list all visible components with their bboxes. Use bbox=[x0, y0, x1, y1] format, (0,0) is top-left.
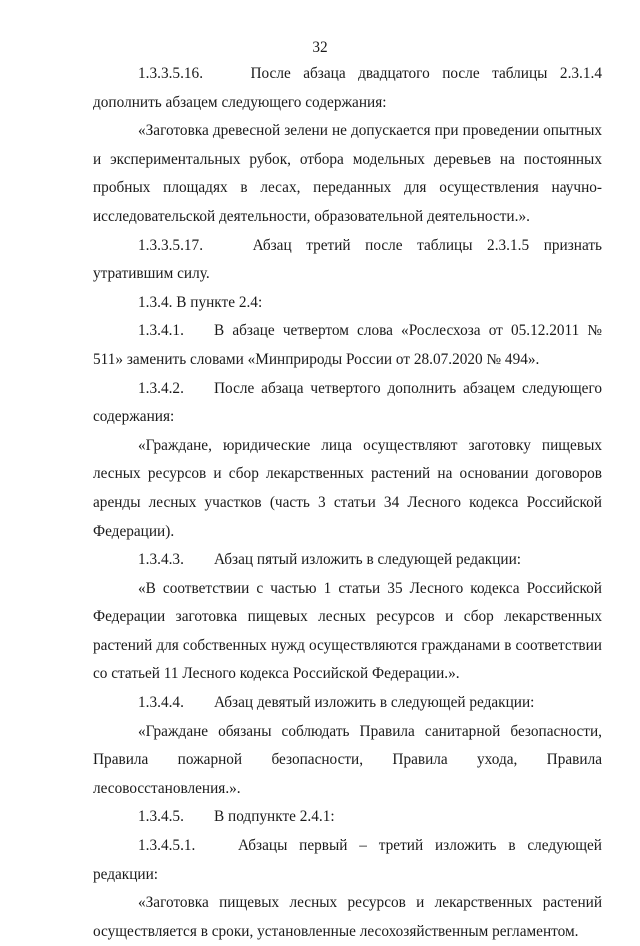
quoted-paragraph bbox=[93, 889, 602, 946]
clause-number: 1.3.4.1. bbox=[138, 322, 184, 340]
paragraph-text: В подпункте 2.4.1: bbox=[214, 808, 335, 826]
paragraph-1-3-4-5 bbox=[93, 803, 602, 832]
paragraph-text: Абзац пятый изложить в следующей редакции: bbox=[214, 551, 522, 569]
paragraph-1-3-3-5-16 bbox=[93, 60, 602, 117]
paragraph-text: Абзац девятый изложить в следующей редакции: bbox=[214, 694, 535, 712]
paragraph-text: Абзацы первый – третий изложить в следующей редакции: bbox=[93, 837, 602, 883]
clause-number: 1.3.4.2. bbox=[138, 379, 184, 397]
paragraph-1-3-4-1 bbox=[93, 317, 602, 374]
quoted-paragraph bbox=[93, 718, 602, 804]
page-number: 32 bbox=[312, 39, 328, 56]
clause-number: 1.3.3.5.17. bbox=[138, 236, 204, 254]
paragraph-1-3-4-5-1 bbox=[93, 832, 602, 889]
paragraph-text: Абзац третий после таблицы 2.3.1.5 признать утратившим силу. bbox=[93, 236, 602, 283]
clause-number: 1.3.3.5.16. bbox=[138, 65, 204, 82]
paragraph-text: После абзаца четвертого дополнить абзацем следующего содержания: bbox=[93, 379, 602, 426]
paragraph-text: «Заготовка пищевых лесных ресурсов и лекарственных растений осуществляется в сроки, установленные лесохозяйственным регламентом. bbox=[93, 894, 602, 940]
paragraph-1-3-4-3 bbox=[93, 546, 602, 575]
paragraph-1-3-4-2 bbox=[93, 375, 602, 432]
clause-number: 1.3.4.5.1. bbox=[138, 837, 196, 855]
quoted-paragraph bbox=[93, 432, 602, 546]
paragraph-text: «Граждане, юридические лица осуществляют заготовку пищевых лесных ресурсов и сбор лекарственных растений на основании договоров аренды лесных участков (часть 3 статьи 34 Лесного кодекса Российской Федерации). bbox=[93, 436, 602, 540]
clause-number: 1.3.4.3. bbox=[138, 551, 184, 569]
paragraph-text: 1.3.4. В пункте 2.4: bbox=[138, 293, 263, 311]
paragraph-1-3-4 bbox=[93, 289, 602, 318]
paragraph-text: После абзаца двадцатого после таблицы 2.3.1.4 дополнить абзацем следующего содержания: bbox=[93, 65, 602, 111]
clause-number: 1.3.4.5. bbox=[138, 808, 184, 826]
paragraph-text: «Граждане обязаны соблюдать Правила санитарной безопасности, Правила пожарной безопасности, Правила ухода, Правила лесовосстановления.». bbox=[93, 722, 602, 797]
paragraph-text: В абзаце четвертом слова «Рослесхоза от 05.12.2011 № 511» заменить словами «Минприроды России от 28.07.2020 № 494». bbox=[93, 322, 602, 368]
paragraph-text: «Заготовка древесной зелени не допускается при проведении опытных и экспериментальных рубок, отбора модельных деревьев на постоянных пробных площадях в лесах, переданных для осуществления научно-исследовательской деятельности, образовательной деятельности.». bbox=[93, 122, 602, 225]
quoted-paragraph bbox=[93, 117, 602, 231]
clause-number: 1.3.4.4. bbox=[138, 694, 184, 712]
paragraph-text: «В соответствии с частью 1 статьи 35 Лесного кодекса Российской Федерации заготовка пищевых лесных ресурсов и сбор лекарственных растений для собственных нужд осуществляются гражданами в соответствии со статьей 11 Лесного кодекса Российской Федерации.». bbox=[93, 579, 602, 683]
document-body bbox=[93, 60, 602, 946]
paragraph-1-3-3-5-17 bbox=[93, 232, 602, 289]
quoted-paragraph bbox=[93, 575, 602, 689]
paragraph-1-3-4-4 bbox=[93, 689, 602, 718]
